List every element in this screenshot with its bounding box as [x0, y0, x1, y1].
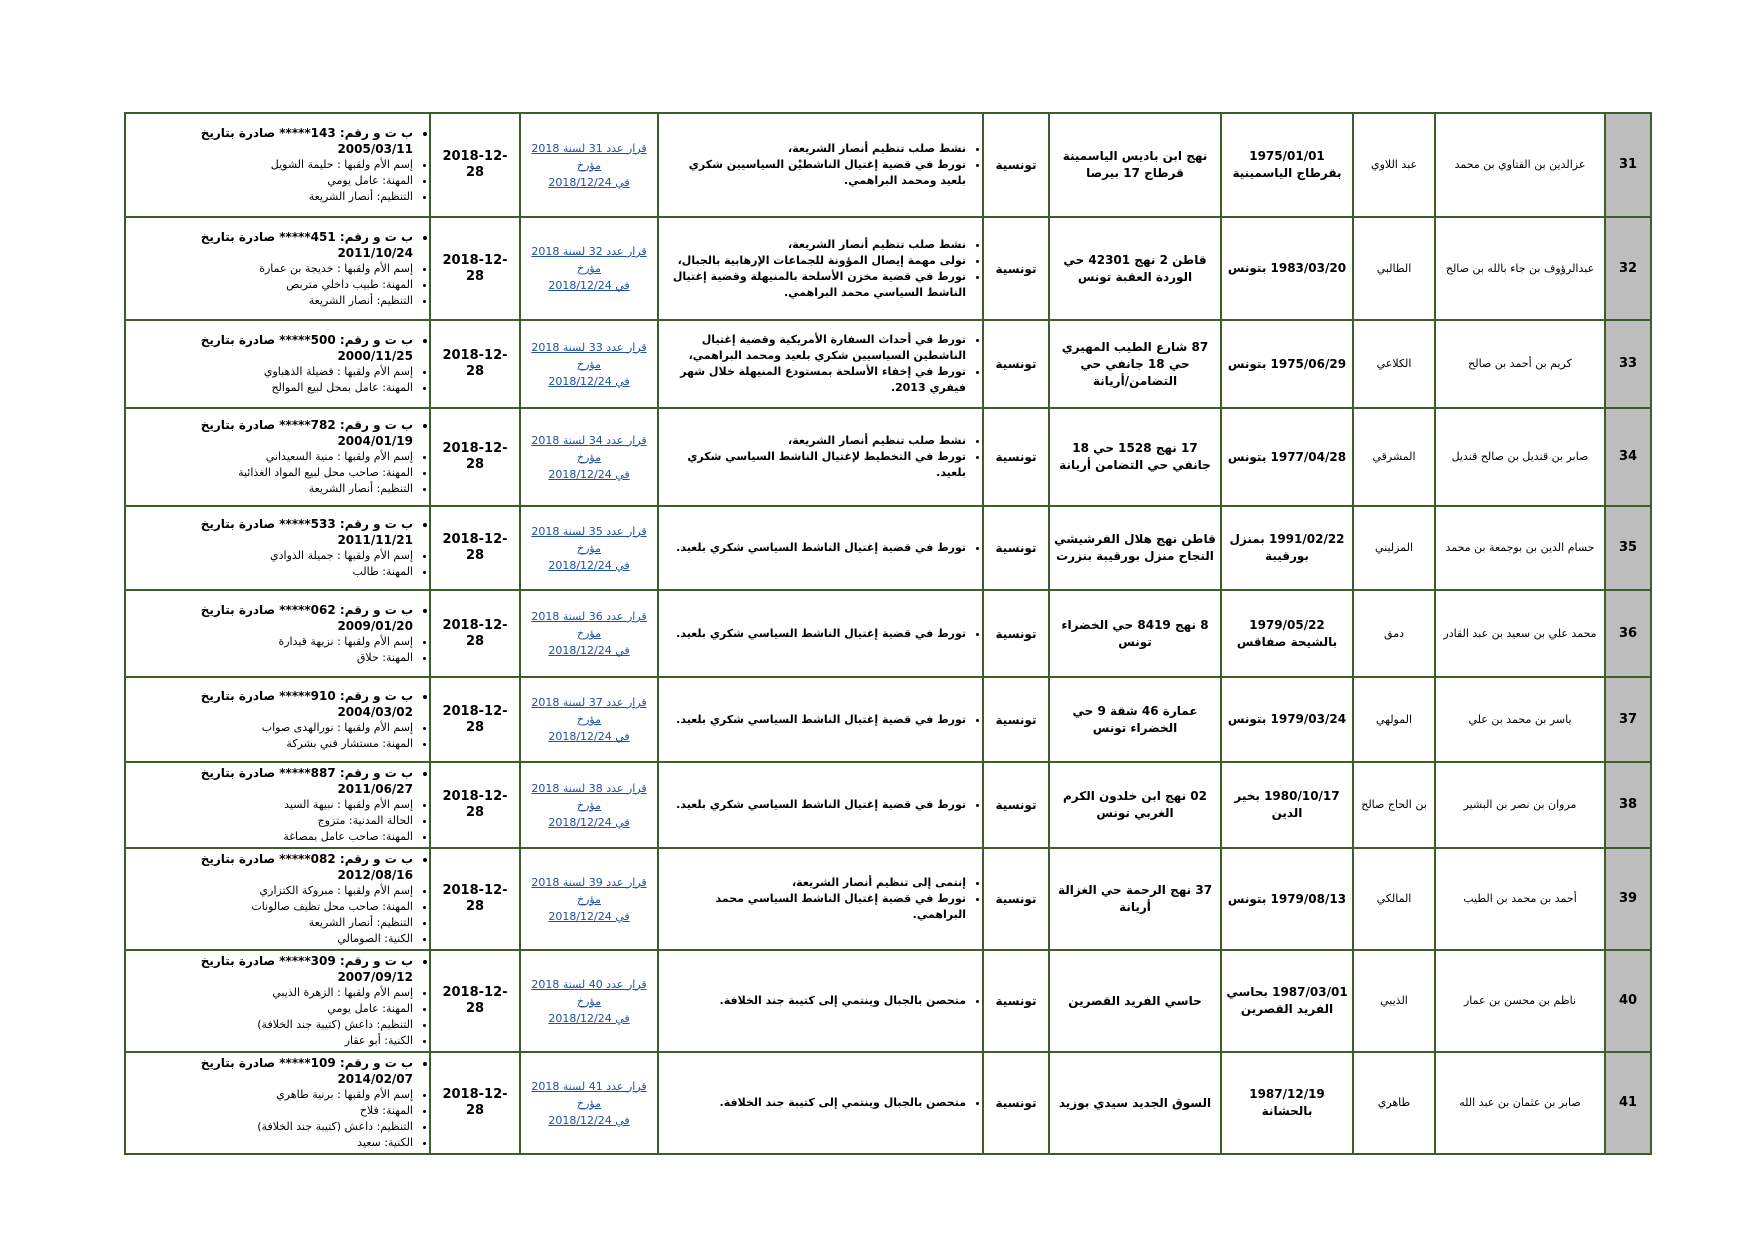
- decision-link[interactable]: [531, 782, 646, 829]
- nationality: تونسية: [983, 1052, 1049, 1154]
- identity-item: • الكنية: الصومالي: [130, 931, 413, 947]
- identity-item: • المهنة: حلاق: [130, 650, 413, 666]
- person-surname: بن الحاج صالح: [1353, 762, 1435, 848]
- decision-date: في 2018/12/24: [548, 1011, 630, 1025]
- identity-item: • المهنة: صاحب عامل بمصاغة: [130, 829, 413, 845]
- decision-cell: [520, 848, 658, 950]
- identity-item: • إسم الأم ولقبها : حليمة الشويل: [130, 157, 413, 173]
- address: قاطن 2 نهج 42301 حي الوردة العقبة تونس: [1049, 217, 1221, 320]
- identity-item: • إسم الأم ولقبها : منية السعيداني: [130, 449, 413, 465]
- decision-date: في 2018/12/24: [548, 467, 630, 481]
- identity-list: [130, 953, 425, 1049]
- facts-list: [663, 993, 978, 1009]
- nationality: تونسية: [983, 506, 1049, 590]
- row-number: 34: [1605, 408, 1651, 506]
- identity-item: • التنظيم: داعش (كتيبة جند الخلافة): [130, 1017, 413, 1033]
- identity-item: • ب ت و رقم: 309***** صادرة بتاريخ 2007/09/12: [130, 953, 413, 985]
- identity-item: • ب ت و رقم: 910***** صادرة بتاريخ 2004/03/02: [130, 688, 413, 720]
- table-row: [125, 506, 1651, 590]
- identity-item: • إسم الأم ولقبها : خديجة بن عمارة: [130, 261, 413, 277]
- identity-item: • إسم الأم ولقبها : الزهرة الذيبي: [130, 985, 413, 1001]
- fact-item: • تورط في قضية إغتيال الناشط السياسي محمد البراهمي.: [663, 891, 966, 923]
- identity-item: • إسم الأم ولقبها : نورالهدى صواب: [130, 720, 413, 736]
- row-number: 36: [1605, 590, 1651, 677]
- address: عمارة 46 شقة 9 حي الخضراء تونس: [1049, 677, 1221, 762]
- address: 87 شارع الطيب المهيري حي 18 جانفي حي التضامن/أريانة: [1049, 320, 1221, 408]
- publication-date: 2018-12-28: [430, 408, 520, 506]
- decision-link[interactable]: [531, 341, 646, 388]
- fact-item: • إنتمى إلى تنظيم أنصار الشريعة،: [663, 875, 966, 891]
- facts-list: [663, 797, 978, 813]
- facts-list: [663, 712, 978, 728]
- identity-item: • ب ت و رقم: 887***** صادرة بتاريخ 2011/06/27: [130, 765, 413, 797]
- birth-date-place: 1991/02/22 بمنزل بورقيبة: [1221, 506, 1353, 590]
- identity-item: • المهنة: طبيب داخلي متربص: [130, 277, 413, 293]
- address: نهج ابن باديس الياسمينة قرطاج 17 بيرصا: [1049, 113, 1221, 217]
- identity-list: [130, 1055, 425, 1151]
- decision-link[interactable]: [531, 696, 646, 743]
- identity-item: • المهنة: صاحب محل تظيف صالونات: [130, 899, 413, 915]
- birth-date-place: 1987/12/19 بالحشانة: [1221, 1052, 1353, 1154]
- identity-cell: [125, 590, 430, 677]
- decision-link[interactable]: [531, 525, 646, 572]
- identity-item: • ب ت و رقم: 451***** صادرة بتاريخ 2011/10/24: [130, 229, 413, 261]
- row-number: 38: [1605, 762, 1651, 848]
- decision-title: قرار عدد 31 لسنة 2018 مؤرخ: [531, 141, 647, 172]
- decision-cell: [520, 320, 658, 408]
- decision-date: في 2018/12/24: [548, 644, 630, 657]
- table-row: [125, 762, 1651, 848]
- table-row: [125, 677, 1651, 762]
- person-surname: المولهي: [1353, 677, 1435, 762]
- facts-cell: [658, 506, 983, 590]
- facts-cell: [658, 113, 983, 217]
- decision-title: قرار عدد 37 لسنة 2018 مؤرخ: [531, 696, 647, 726]
- identity-item: • التنظيم: أنصار الشريعة: [130, 189, 413, 205]
- identity-item: • ب ت و رقم: 500***** صادرة بتاريخ 2000/11/25: [130, 332, 413, 364]
- nationality: تونسية: [983, 113, 1049, 217]
- identity-item: • إسم الأم ولقبها : برنية طاهري: [130, 1087, 413, 1103]
- table-row: [125, 320, 1651, 408]
- decision-link[interactable]: [531, 1080, 646, 1127]
- facts-list: [663, 626, 978, 642]
- identity-list: [130, 417, 425, 497]
- decision-title: قرار عدد 36 لسنة 2018 مؤرخ: [531, 610, 647, 640]
- row-number: 39: [1605, 848, 1651, 950]
- decision-date: في 2018/12/24: [548, 1113, 630, 1127]
- person-name: حسام الدين بن بوجمعة بن محمد: [1435, 506, 1605, 590]
- address: 37 نهج الرحمة حي الغزالة أريانة: [1049, 848, 1221, 950]
- identity-item: • إسم الأم ولقبها : نبيهة السيد: [130, 797, 413, 813]
- identity-list: [130, 851, 425, 947]
- facts-cell: [658, 217, 983, 320]
- identity-item: • إسم الأم ولقبها : فضيلة الذهباوي: [130, 364, 413, 380]
- decision-title: قرار عدد 33 لسنة 2018 مؤرخ: [531, 340, 647, 371]
- table-row: [125, 590, 1651, 677]
- nationality: تونسية: [983, 217, 1049, 320]
- person-surname: الطالبي: [1353, 217, 1435, 320]
- decision-link[interactable]: [531, 610, 646, 657]
- facts-list: [663, 875, 978, 923]
- person-surname: الكلاعي: [1353, 320, 1435, 408]
- decision-date: في 2018/12/24: [548, 558, 630, 572]
- identity-cell: [125, 677, 430, 762]
- birth-date-place: 1977/04/28 بتونس: [1221, 408, 1353, 506]
- decision-date: في 2018/12/24: [548, 374, 630, 388]
- identity-item: • إسم الأم ولقبها : مبروكة الكتزاري: [130, 883, 413, 899]
- address: السوق الجديد سيدي بوزيد: [1049, 1052, 1221, 1154]
- fact-item: • تورط في إخفاء الأسلحة بمستودع المنيهلة خلال شهر فيفري 2013.: [663, 364, 966, 396]
- identity-cell: [125, 762, 430, 848]
- facts-list: [663, 141, 978, 189]
- identity-cell: [125, 848, 430, 950]
- identity-item: • المهنة: طالب: [130, 564, 413, 580]
- facts-cell: [658, 590, 983, 677]
- identity-item: • ب ت و رقم: 062***** صادرة بتاريخ 2009/01/20: [130, 602, 413, 634]
- identity-cell: [125, 506, 430, 590]
- identity-cell: [125, 217, 430, 320]
- identity-list: [130, 332, 425, 396]
- person-surname: دمق: [1353, 590, 1435, 677]
- identity-list: [130, 125, 425, 205]
- decision-date: في 2018/12/24: [548, 175, 630, 189]
- facts-list: [663, 237, 978, 301]
- identity-item: • المهنة: فلاح: [130, 1103, 413, 1119]
- facts-cell: [658, 677, 983, 762]
- nationality: تونسية: [983, 677, 1049, 762]
- decision-link[interactable]: [531, 876, 646, 923]
- decision-cell: [520, 950, 658, 1052]
- address: 17 نهج 1528 حي 18 جانفي حي التضامن أريانة: [1049, 408, 1221, 506]
- fact-item: • تورط في التخطيط لإغتيال الناشط السياسي شكري بلعيد.: [663, 449, 966, 481]
- identity-item: • الحالة المدنية: متزوج: [130, 813, 413, 829]
- decision-cell: [520, 762, 658, 848]
- decision-cell: [520, 590, 658, 677]
- publication-date: 2018-12-28: [430, 762, 520, 848]
- identity-list: [130, 516, 425, 580]
- identity-item: • التنظيم: أنصار الشريعة: [130, 293, 413, 309]
- decision-title: قرار عدد 38 لسنة 2018 مؤرخ: [531, 781, 647, 812]
- identity-item: • ب ت و رقم: 143***** صادرة بتاريخ 2005/03/11: [130, 125, 413, 157]
- birth-date-place: 1987/03/01 بحاسي الفريد القصرين: [1221, 950, 1353, 1052]
- person-name: أحمد بن محمد بن الطيب: [1435, 848, 1605, 950]
- facts-list: [663, 1095, 978, 1111]
- row-number: 32: [1605, 217, 1651, 320]
- person-name: صابر بن عثمان بن عبد الله: [1435, 1052, 1605, 1154]
- facts-cell: [658, 320, 983, 408]
- birth-date-place: 1979/08/13 بتونس: [1221, 848, 1353, 950]
- facts-cell: [658, 762, 983, 848]
- identity-item: • الكنية: سعيد: [130, 1135, 413, 1151]
- table-row: [125, 408, 1651, 506]
- facts-cell: [658, 408, 983, 506]
- decision-cell: [520, 677, 658, 762]
- document-sheet: [126, 112, 1652, 1155]
- decision-date: في 2018/12/24: [548, 909, 630, 923]
- fact-item: • متحصن بالجبال وينتمي إلى كتيبة جند الخلافة.: [663, 993, 966, 1009]
- records-table: [124, 112, 1652, 1155]
- decision-title: قرار عدد 39 لسنة 2018 مؤرخ: [531, 875, 647, 906]
- address: 02 نهج ابن خلدون الكرم الغربي تونس: [1049, 762, 1221, 848]
- row-number: 31: [1605, 113, 1651, 217]
- identity-item: • ب ت و رقم: 782***** صادرة بتاريخ 2004/01/19: [130, 417, 413, 449]
- identity-item: • إسم الأم ولقبها : جميلة الذوادي: [130, 548, 413, 564]
- identity-cell: [125, 1052, 430, 1154]
- nationality: تونسية: [983, 408, 1049, 506]
- fact-item: • تورط في قضية إغتيال الناشط السياسي شكري بلعيد.: [663, 540, 966, 556]
- decision-date: في 2018/12/24: [548, 730, 630, 743]
- birth-date-place: 1983/03/20 بتونس: [1221, 217, 1353, 320]
- person-surname: الذيبي: [1353, 950, 1435, 1052]
- publication-date: 2018-12-28: [430, 590, 520, 677]
- fact-item: • نشط صلب تنظيم أنصار الشريعة،: [663, 237, 966, 253]
- identity-item: • إسم الأم ولقبها : نزيهة قيدارة: [130, 634, 413, 650]
- publication-date: 2018-12-28: [430, 506, 520, 590]
- identity-item: • التنظيم: أنصار الشريعة: [130, 915, 413, 931]
- table-row: [125, 1052, 1651, 1154]
- decision-title: قرار عدد 35 لسنة 2018 مؤرخ: [531, 524, 647, 555]
- identity-item: • المهنة: عامل يومي: [130, 173, 413, 189]
- decision-link[interactable]: [531, 142, 646, 189]
- birth-date-place: 1980/10/17 بخير الدين: [1221, 762, 1353, 848]
- nationality: تونسية: [983, 950, 1049, 1052]
- fact-item: • تورط في قضية إغتيال الناشط السياسي شكري بلعيد.: [663, 626, 966, 642]
- fact-item: • تورط في أحداث السفارة الأمريكية وقضية إغتيال الناشطين السياسيين شكري بلعيد ومحمد البراهمي،: [663, 332, 966, 364]
- decision-title: قرار عدد 40 لسنة 2018 مؤرخ: [531, 977, 647, 1008]
- person-name: عبدالرؤوف بن جاء بالله بن صالح: [1435, 217, 1605, 320]
- person-name: ناظم بن محسن بن عمار: [1435, 950, 1605, 1052]
- identity-cell: [125, 950, 430, 1052]
- facts-cell: [658, 950, 983, 1052]
- address: 8 نهج 8419 حي الخضراء تونس: [1049, 590, 1221, 677]
- nationality: تونسية: [983, 848, 1049, 950]
- row-number: 33: [1605, 320, 1651, 408]
- decision-title: قرار عدد 41 لسنة 2018 مؤرخ: [531, 1079, 647, 1110]
- identity-item: • الكنية: أبو عقار: [130, 1033, 413, 1049]
- person-surname: المزليني: [1353, 506, 1435, 590]
- facts-list: [663, 433, 978, 481]
- fact-item: • نشط صلب تنظيم أنصار الشريعة،: [663, 141, 966, 157]
- fact-item: • تولى مهمة إيصال المؤونة للجماعات الإرهابية بالجبال،: [663, 253, 966, 269]
- identity-list: [130, 229, 425, 309]
- decision-cell: [520, 1052, 658, 1154]
- identity-item: • ب ت و رقم: 082***** صادرة بتاريخ 2012/08/16: [130, 851, 413, 883]
- table-row: [125, 217, 1651, 320]
- publication-date: 2018-12-28: [430, 848, 520, 950]
- identity-list: [130, 688, 425, 752]
- decision-date: في 2018/12/24: [548, 815, 630, 829]
- decision-cell: [520, 506, 658, 590]
- identity-list: [130, 602, 425, 666]
- person-name: ياسر بن محمد بن علي: [1435, 677, 1605, 762]
- decision-cell: [520, 113, 658, 217]
- address: حاسي الفريد القصرين: [1049, 950, 1221, 1052]
- facts-list: [663, 540, 978, 556]
- birth-date-place: 1979/05/22 بالشيحة صفاقس: [1221, 590, 1353, 677]
- address: قاطن نهج هلال الفرشيشي النجاح منزل بورقيبة بنزرت: [1049, 506, 1221, 590]
- person-name: كريم بن أحمد بن صالح: [1435, 320, 1605, 408]
- identity-item: • المهنة: عامل يومي: [130, 1001, 413, 1017]
- facts-cell: [658, 1052, 983, 1154]
- fact-item: • متحصن بالجبال وينتمي إلى كتيبة جند الخلافة.: [663, 1095, 966, 1111]
- person-surname: المالكي: [1353, 848, 1435, 950]
- person-name: صابر بن قنديل بن صالح قنديل: [1435, 408, 1605, 506]
- decision-link[interactable]: [531, 245, 646, 292]
- row-number: 37: [1605, 677, 1651, 762]
- identity-item: • التنظيم: داعش (كتيبة جند الخلافة): [130, 1119, 413, 1135]
- fact-item: • تورط في قضية إغتيال الناشطيْن السياسيين شكري بلعيد ومحمد البراهمي.: [663, 157, 966, 189]
- identity-cell: [125, 320, 430, 408]
- decision-link[interactable]: [531, 978, 646, 1025]
- birth-date-place: 1979/03/24 بتونس: [1221, 677, 1353, 762]
- publication-date: 2018-12-28: [430, 1052, 520, 1154]
- fact-item: • تورط في قضية مخزن الأسلحة بالمنيهلة وقضية إغتيال الناشط السياسي محمد البراهمي.: [663, 269, 966, 301]
- identity-list: [130, 765, 425, 845]
- birth-date-place: 1975/06/29 بتونس: [1221, 320, 1353, 408]
- identity-item: • المهنة: مستشار فني بشركة: [130, 736, 413, 752]
- table-row: [125, 950, 1651, 1052]
- table-row: [125, 848, 1651, 950]
- facts-cell: [658, 848, 983, 950]
- fact-item: • تورط في قضية إغتيال الناشط السياسي شكري بلعيد.: [663, 712, 966, 728]
- person-surname: المشرقي: [1353, 408, 1435, 506]
- fact-item: • نشط صلب تنظيم أنصار الشريعة،: [663, 433, 966, 449]
- identity-item: • التنظيم: أنصار الشريعة: [130, 481, 413, 497]
- fact-item: • تورط في قضية إغتيال الناشط السياسي شكري بلعيد.: [663, 797, 966, 813]
- person-name: محمد علي بن سعيد بن عبد القادر: [1435, 590, 1605, 677]
- identity-item: • المهنة: عامل بمحل لبيع الموالح: [130, 380, 413, 396]
- birth-date-place: 1975/01/01 بقرطاج الياسمينية: [1221, 113, 1353, 217]
- decision-cell: [520, 217, 658, 320]
- decision-link[interactable]: [531, 434, 646, 481]
- records-body: [125, 113, 1651, 1154]
- decision-title: قرار عدد 34 لسنة 2018 مؤرخ: [531, 433, 647, 464]
- identity-item: • ب ت و رقم: 533***** صادرة بتاريخ 2011/11/21: [130, 516, 413, 548]
- nationality: تونسية: [983, 762, 1049, 848]
- identity-item: • ب ت و رقم: 109***** صادرة بتاريخ 2014/02/07: [130, 1055, 413, 1087]
- person-surname: عبد اللاوي: [1353, 113, 1435, 217]
- decision-cell: [520, 408, 658, 506]
- publication-date: 2018-12-28: [430, 950, 520, 1052]
- facts-list: [663, 332, 978, 396]
- publication-date: 2018-12-28: [430, 113, 520, 217]
- nationality: تونسية: [983, 590, 1049, 677]
- publication-date: 2018-12-28: [430, 677, 520, 762]
- identity-cell: [125, 113, 430, 217]
- table-row: [125, 113, 1651, 217]
- decision-date: في 2018/12/24: [548, 279, 630, 292]
- publication-date: 2018-12-28: [430, 217, 520, 320]
- person-name: عزالدين بن القتاوي بن محمد: [1435, 113, 1605, 217]
- person-surname: طاهري: [1353, 1052, 1435, 1154]
- identity-cell: [125, 408, 430, 506]
- row-number: 40: [1605, 950, 1651, 1052]
- person-name: مروان بن نصر بن البشير: [1435, 762, 1605, 848]
- publication-date: 2018-12-28: [430, 320, 520, 408]
- decision-title: قرار عدد 32 لسنة 2018 مؤرخ: [531, 245, 647, 275]
- row-number: 41: [1605, 1052, 1651, 1154]
- row-number: 35: [1605, 506, 1651, 590]
- nationality: تونسية: [983, 320, 1049, 408]
- identity-item: • المهنة: صاحب محل لبيع المواد الغذائية: [130, 465, 413, 481]
